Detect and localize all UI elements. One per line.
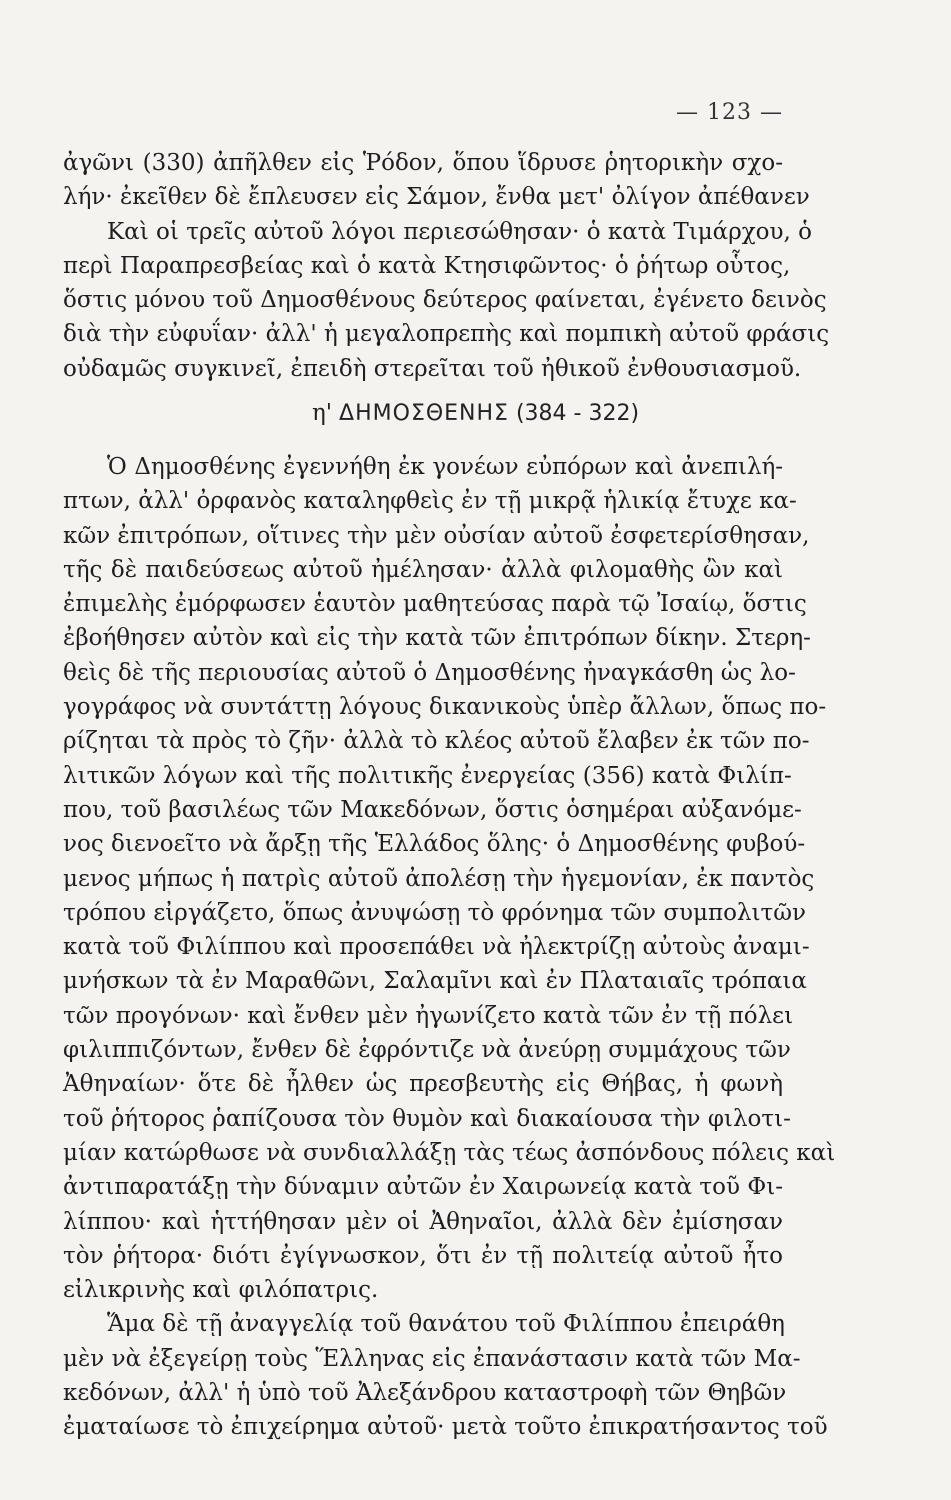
text-line: ἐβοήθησεν αὐτὸν καὶ εἰς τὴν κατὰ τῶν ἐπιτρόπων δίκην. Στερη- — [63, 625, 811, 652]
text-line: θεὶς δὲ τῆς περιουσίας αὐτοῦ ὁ Δημοσθένης ἠναγκάσθη ὡς λο- — [63, 659, 796, 686]
text-line: λιτικῶν λόγων καὶ τῆς πολιτικῆς ἐνεργείας (356) κατὰ Φιλίπ- — [63, 762, 792, 789]
text-line: μενος μήπως ἡ πατρὶς αὐτοῦ ἀπολέσῃ τὴν ἡγεμονίαν, ἐκ παντὸς — [63, 865, 815, 892]
text-line: πτων, ἀλλ' ὀρφανὸς καταληφθεὶς ἐν τῇ μικρᾷ ἡλικίᾳ ἔτυχε κα- — [63, 488, 797, 515]
text-line: κεδόνων, ἀλλ' ἡ ὑπὸ τοῦ Ἀλεξάνδρου καταστροφὴ τῶν Θηβῶν — [63, 1380, 787, 1407]
text-line: μίαν κατώρθωσε νὰ συνδιαλλάξῃ τὰς τέως ἀσπόνδους πόλεις καὶ — [63, 1139, 836, 1166]
text-line: λήν· ἐκεῖθεν δὲ ἔπλευσεν εἰς Σάμον, ἔνθα μετ' ὀλίγον ἀπέθανεν — [63, 184, 810, 211]
text-line: τὸν ῥήτορα· διότι ἐγίγνωσκον, ὅτι ἐν τῇ πολιτείᾳ αὐτοῦ ἦτο — [63, 1242, 783, 1269]
text-line: ἀγῶνι (330) ἀπῆλθεν εἰς Ῥόδον, ὅπου ἵδρυσε ῥητορικὴν σχο- — [63, 150, 783, 176]
text-line: κατὰ τοῦ Φιλίππου καὶ προσεπάθει νὰ ἠλεκτρίζῃ αὐτοὺς ἀναμι- — [63, 934, 810, 961]
text-line: οὐδαμῶς συγκινεῖ, ἐπειδὴ στερεῖται τοῦ ἠθικοῦ ἐνθουσιασμοῦ. — [63, 355, 802, 382]
text-line: τῶν προγόνων· καὶ ἔνθεν μὲν ἠγωνίζετο κατὰ τῶν ἐν τῇ πόλει — [63, 1002, 794, 1029]
text-line: γογράφος νὰ συντάττῃ λόγους δικανικοὺς ὑπὲρ ἄλλων, ὅπως πο- — [63, 694, 827, 721]
text-line: περὶ Παραπρεσβείας καὶ ὁ κατὰ Κτησιφῶντος· ὁ ῥήτωρ οὗτος, — [63, 252, 791, 279]
text-line: Ἀθηναίων· ὅτε δὲ ἦλθεν ὡς πρεσβευτὴς εἰς Θήβας, ἡ φωνὴ — [63, 1071, 783, 1098]
page-number: — 123 — — [676, 100, 783, 125]
text-line: ἐπιμελὴς ἐμόρφωσεν ἑαυτὸν μαθητεύσας παρὰ τῷ Ἰσαίῳ, ὅστις — [63, 591, 807, 618]
text-line: ἐματαίωσε τὸ ἐπιχείρημα αὐτοῦ· μετὰ τοῦτο ἐπικρατήσαντος τοῦ — [63, 1414, 828, 1441]
demosthenes-paragraphs — [63, 450, 836, 1445]
text-line: κῶν ἐπιτρόπων, οἵτινες τὴν μὲν οὐσίαν αὐτοῦ ἐσφετερίσθησαν, — [63, 522, 810, 549]
text-line: εἰλικρινὴς καὶ φιλόπατρις. — [63, 1277, 379, 1304]
text-line: τοῦ ῥήτορος ῥαπίζουσα τὸν θυμὸν καὶ διακαίουσα τὴν φιλοτι- — [63, 1105, 791, 1132]
text-line: μὲν νὰ ἐξεγείρῃ τοὺς Ἕλληνας εἰς ἐπανάστασιν κατὰ τῶν Μα- — [63, 1345, 801, 1372]
text-line: που, τοῦ βασιλέως τῶν Μακεδόνων, ὅστις ὁσημέραι αὐξανόμε- — [63, 796, 802, 823]
section-heading — [0, 400, 951, 426]
section-title: ΔΗΜΟΣΘΕΝΗΣ — [339, 401, 509, 426]
text-line: φιλιππιζόντων, ἔνθεν δὲ ἐφρόντιζε νὰ ἀνεύρῃ συμμάχους τῶν — [63, 1037, 791, 1064]
text-line: τῆς δὲ παιδεύσεως αὐτοῦ ἠμέλησαν· ἀλλὰ φιλομαθὴς ὢν καὶ — [63, 556, 783, 583]
text-line: ὅστις μόνου τοῦ Δημοσθένους δεύτερος φαίνεται, ἐγένετο δεινὸς — [63, 287, 827, 314]
text-line: ἀντιπαρατάξῃ τὴν δύναμιν αὐτῶν ἐν Χαιρωνείᾳ κατὰ τοῦ Φι- — [63, 1174, 783, 1201]
text-line: ρίζηται τὰ πρὸς τὸ ζῆν· ἀλλὰ τὸ κλέος αὐτοῦ ἔλαβεν ἐκ τῶν πο- — [63, 728, 810, 755]
section-ordinal: η' — [311, 400, 333, 426]
text-line: διὰ τὴν εὐφυΐαν· ἀλλ' ἡ μεγαλοπρεπὴς καὶ πομπικὴ αὐτοῦ φράσις — [63, 321, 830, 348]
text-line: Καὶ οἱ τρεῖς αὐτοῦ λόγοι περιεσώθησαν· ὁ κατὰ Τιμάρχου, ὁ — [107, 218, 812, 245]
text-line: Ὁ Δημοσθένης ἐγεννήθη ἐκ γονέων εὐπόρων καὶ ἀνεπιλή- — [107, 454, 783, 480]
text-line: τρόπου εἰργάζετο, ὅπως ἀνυψώσῃ τὸ φρόνημα τῶν συμπολιτῶν — [63, 899, 806, 926]
text-line: Ἅμα δὲ τῇ ἀναγγελίᾳ τοῦ θανάτου τοῦ Φιλίππου ἐπειράθη — [107, 1311, 785, 1338]
text-line: λίππου· καὶ ἡττήθησαν μὲν οἱ Ἀθηναῖοι, ἀλλὰ δὲν ἐμίσησαν — [63, 1208, 783, 1235]
text-line: νος διενοεῖτο νὰ ἄρξῃ τῆς Ἑλλάδος ὅλης· ὁ Δημοσθένης φυβού- — [63, 831, 806, 858]
text-line: μνήσκων τὰ ἐν Μαραθῶνι, Σαλαμῖνι καὶ ἐν Πλαταιαῖς τρόπαια — [63, 968, 807, 995]
section-dates: (384 - 322) — [515, 401, 640, 426]
intro-paragraphs — [63, 146, 830, 386]
